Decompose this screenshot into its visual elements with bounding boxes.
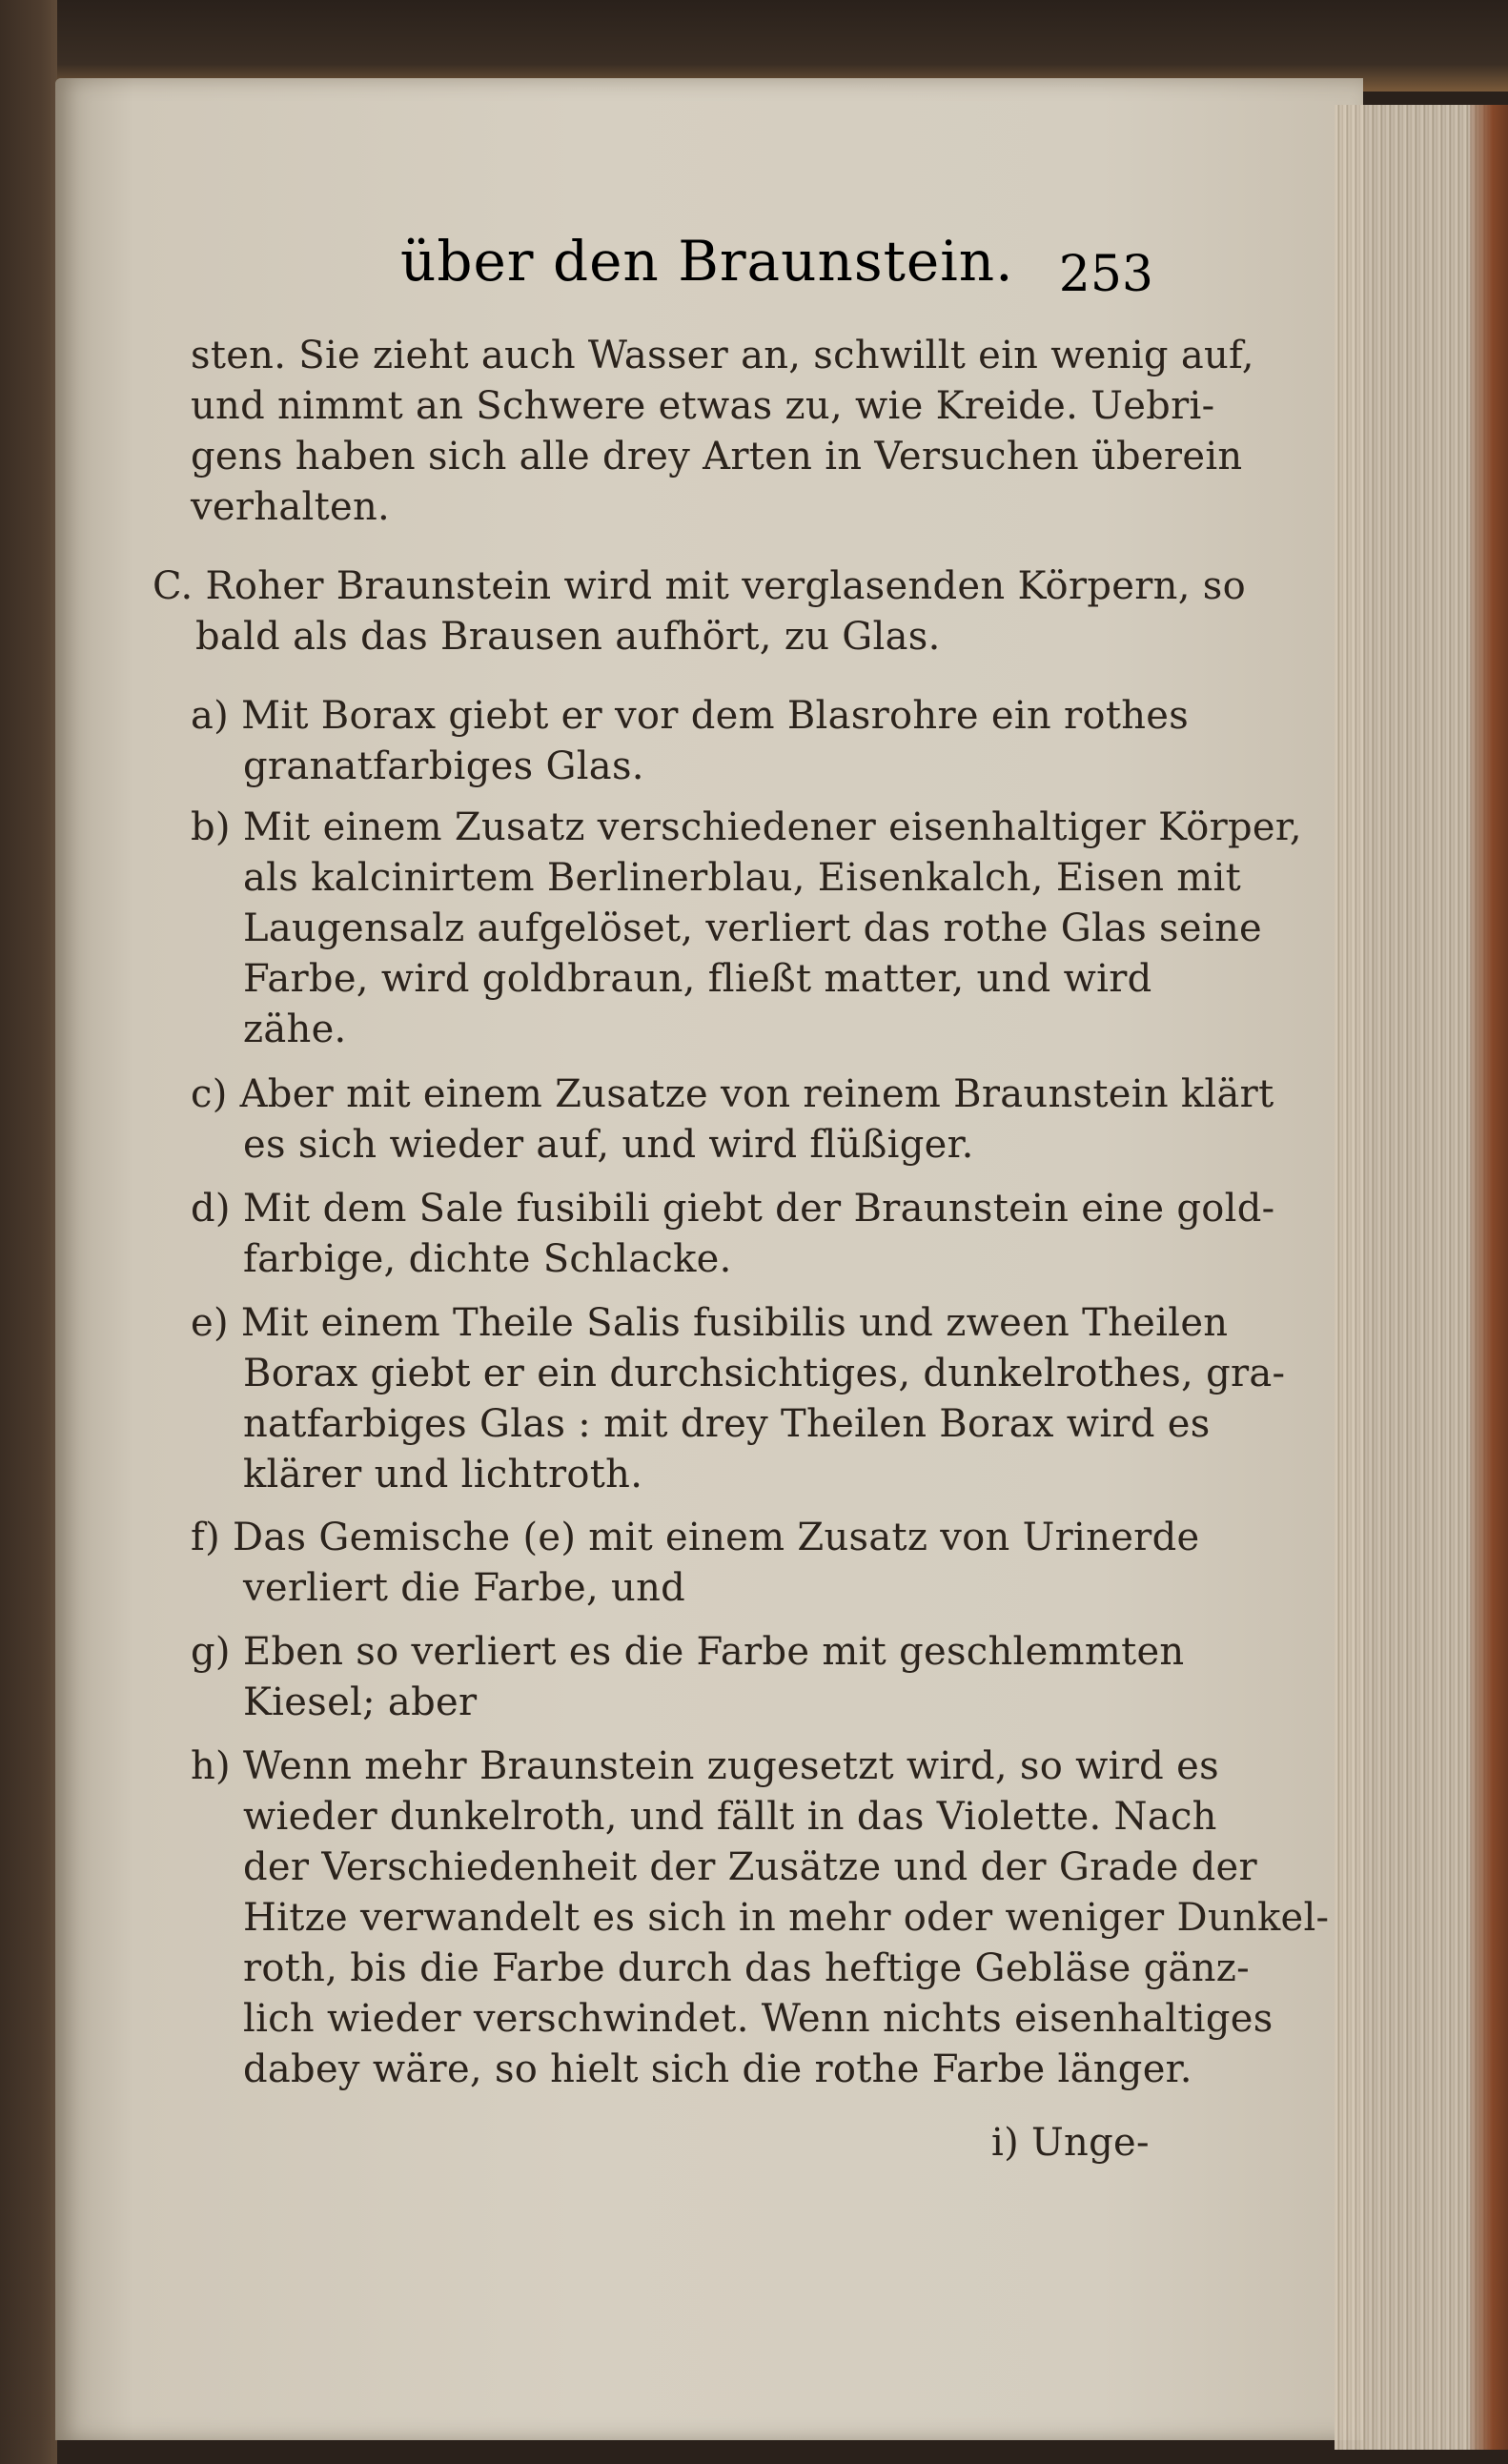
text-line: h) Wenn mehr Braunstein zugesetzt wird, so wird es xyxy=(191,1744,1219,1788)
header-title: über den Braunstein. xyxy=(400,229,1014,294)
text-line: Laugensalz aufgelöset, verliert das rothe Glas seine xyxy=(243,906,1262,950)
text-line: C. Roher Braunstein wird mit verglasenden Körpern, so xyxy=(153,564,1246,608)
text-line: wieder dunkelroth, und fällt in das Violette. Nach xyxy=(243,1795,1217,1839)
text-line: a) Mit Borax giebt er vor dem Blasrohre ein rothes xyxy=(191,694,1190,738)
text-line: Kiesel; aber xyxy=(243,1680,478,1724)
text-line: farbige, dichte Schlacke. xyxy=(243,1237,732,1281)
text-line: d) Mit dem Sale fusibili giebt der Braunstein eine gold- xyxy=(191,1187,1275,1231)
text-line: verliert die Farbe, und xyxy=(243,1566,686,1610)
text-line: klärer und lichtroth. xyxy=(243,1453,643,1497)
text-line: dabey wäre, so hielt sich die rothe Farbe länger. xyxy=(243,2047,1192,2091)
text-line: Farbe, wird goldbraun, fließt matter, und wird xyxy=(243,957,1152,1001)
running-header xyxy=(248,229,1192,305)
text-line: bald als das Brausen aufhört, zu Glas. xyxy=(195,615,941,659)
text-line: lich wieder verschwindet. Wenn nichts eisenhaltiges xyxy=(243,1997,1274,2041)
text-line: f) Das Gemische (e) mit einem Zusatz von Urinerde xyxy=(191,1516,1200,1559)
text-line: b) Mit einem Zusatz verschiedener eisenhaltiger Körper, xyxy=(191,805,1302,849)
text-line: natfarbiges Glas : mit drey Theilen Borax wird es xyxy=(243,1402,1211,1446)
text-line: Borax giebt er ein durchsichtiges, dunkelrothes, gra- xyxy=(243,1352,1286,1395)
text-line: gens haben sich alle drey Arten in Versuchen überein xyxy=(191,435,1243,479)
text-line: Hitze verwandelt es sich in mehr oder weniger Dunkel- xyxy=(243,1896,1330,1940)
text-line: e) Mit einem Theile Salis fusibilis und zween Theilen xyxy=(191,1301,1229,1345)
book-gutter xyxy=(0,0,57,2464)
text-line: der Verschiedenheit der Zusätze und der Grade der xyxy=(243,1845,1257,1889)
text-line: und nimmt an Schwere etwas zu, wie Kreide. Uebri- xyxy=(191,384,1215,428)
text-line: granatfarbiges Glas. xyxy=(243,744,644,788)
page-number: 253 xyxy=(1058,246,1153,303)
text-line: sten. Sie zieht auch Wasser an, schwillt ein wenig auf, xyxy=(191,334,1254,377)
text-line: roth, bis die Farbe durch das heftige Gebläse gänz- xyxy=(243,1946,1250,1990)
text-line: als kalcinirtem Berlinerblau, Eisenkalch, Eisen mit xyxy=(243,856,1241,900)
text-line: g) Eben so verliert es die Farbe mit geschlemmten xyxy=(191,1630,1185,1674)
catchword: i) Unge- xyxy=(991,2121,1150,2165)
text-line: c) Aber mit einem Zusatze von reinem Braunstein klärt xyxy=(191,1072,1274,1116)
page-edges xyxy=(1335,105,1508,2450)
text-line: zähe. xyxy=(243,1008,347,1051)
text-line: verhalten. xyxy=(191,485,391,529)
text-line: es sich wieder auf, und wird flüßiger. xyxy=(243,1123,974,1167)
